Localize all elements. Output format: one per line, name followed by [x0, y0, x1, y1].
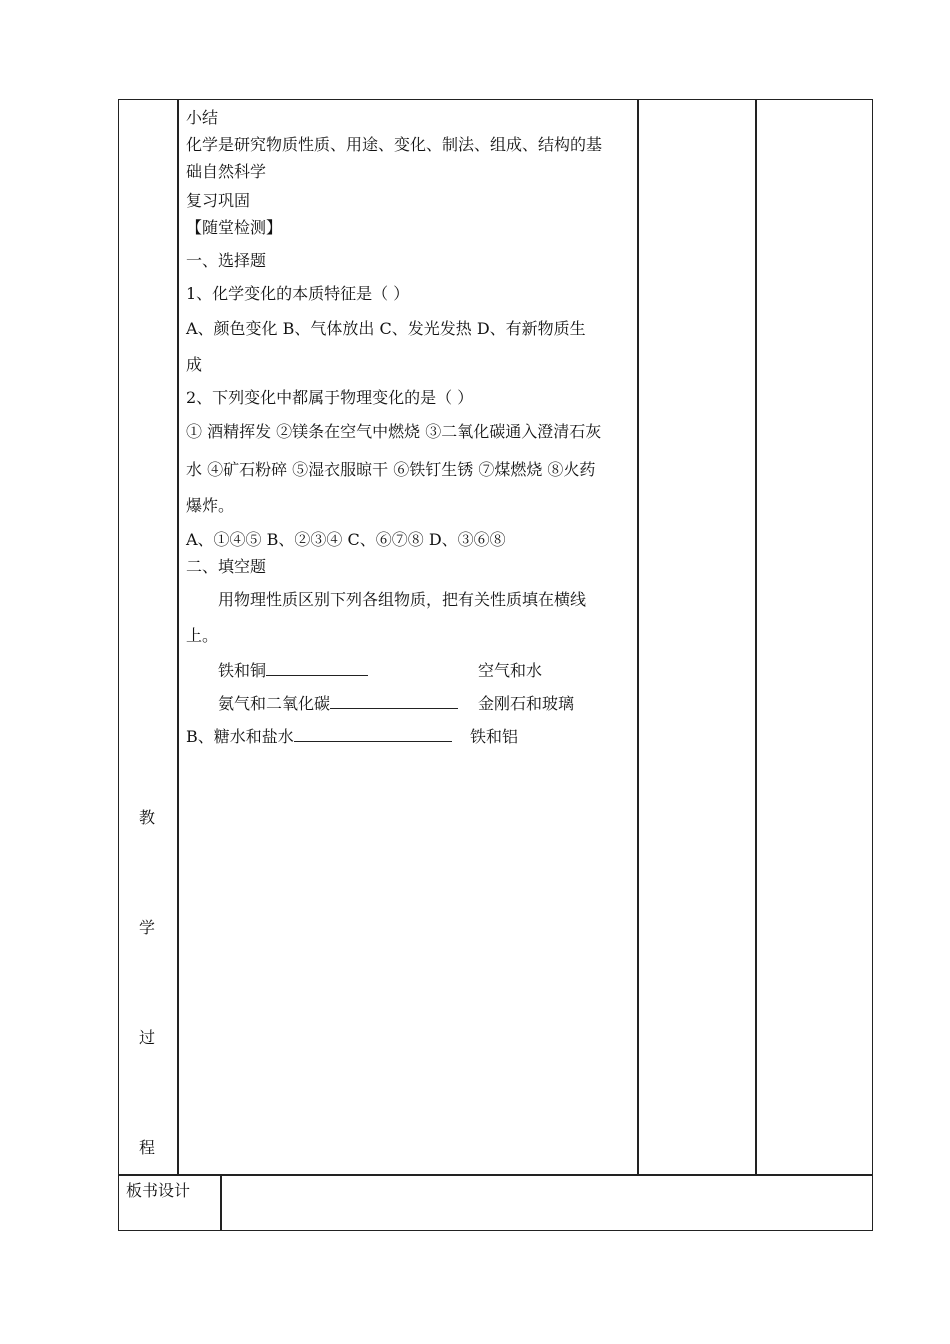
fill-pair-label: 铁和铜	[218, 661, 267, 680]
fill-pair-left	[186, 724, 452, 747]
question-items: 爆炸。	[186, 496, 235, 515]
question-items: 水 ④矿石粉碎 ⑤湿衣服晾干 ⑥铁钉生锈 ⑦煤燃烧 ⑧火药	[186, 460, 596, 479]
section-heading: 二、填空题	[186, 557, 267, 576]
col-divider-3	[755, 99, 757, 1175]
row-divider	[118, 1174, 873, 1176]
summary-line: 化学是研究物质性质、用途、变化、制法、组成、结构的基	[186, 135, 603, 154]
question-options: A、①④⑤ B、②③④ C、⑥⑦⑧ D、③⑥⑧	[186, 530, 506, 549]
fill-pair-right: 金刚石和玻璃	[478, 694, 575, 713]
side-label-char: 学	[138, 918, 155, 937]
question-items: ① 酒精挥发 ②镁条在空气中燃烧 ③二氧化碳通入澄清石灰	[186, 422, 602, 441]
col-divider-2	[637, 99, 639, 1175]
fill-pair-label: 氨气和二氧化碳	[218, 694, 331, 713]
blank-line[interactable]	[330, 691, 458, 709]
fill-pair-right: 空气和水	[478, 661, 543, 680]
fill-pair-right: 铁和铝	[470, 727, 519, 746]
question-stem: 2、下列变化中都属于物理变化的是（ ）	[186, 388, 474, 407]
summary-line: 础自然科学	[186, 162, 267, 181]
blank-line[interactable]	[266, 658, 368, 676]
fill-intro: 用物理性质区别下列各组物质，把有关性质填在横线	[218, 590, 587, 609]
fill-intro: 上。	[186, 626, 219, 645]
blank-line[interactable]	[294, 724, 452, 742]
side-label-char: 过	[138, 1028, 155, 1047]
board-col-divider	[220, 1174, 222, 1231]
quiz-heading: 【随堂检测】	[186, 218, 283, 237]
side-label-char: 程	[138, 1138, 155, 1157]
question-options: A、颜色变化 B、气体放出 C、发光发热 D、有新物质生	[186, 319, 586, 338]
side-label-char: 教	[138, 808, 155, 827]
board-design-label: 板书设计	[126, 1181, 191, 1200]
col-divider-1	[177, 99, 179, 1175]
fill-pair-left	[218, 658, 368, 681]
question-stem: 1、化学变化的本质特征是（ ）	[186, 284, 410, 303]
fill-pair-label: B、糖水和盐水	[186, 727, 294, 746]
question-options: 成	[186, 355, 203, 374]
section-heading: 一、选择题	[186, 251, 267, 270]
summary-heading: 小结	[186, 108, 219, 127]
review-heading: 复习巩固	[186, 191, 251, 210]
fill-pair-left	[218, 691, 458, 714]
